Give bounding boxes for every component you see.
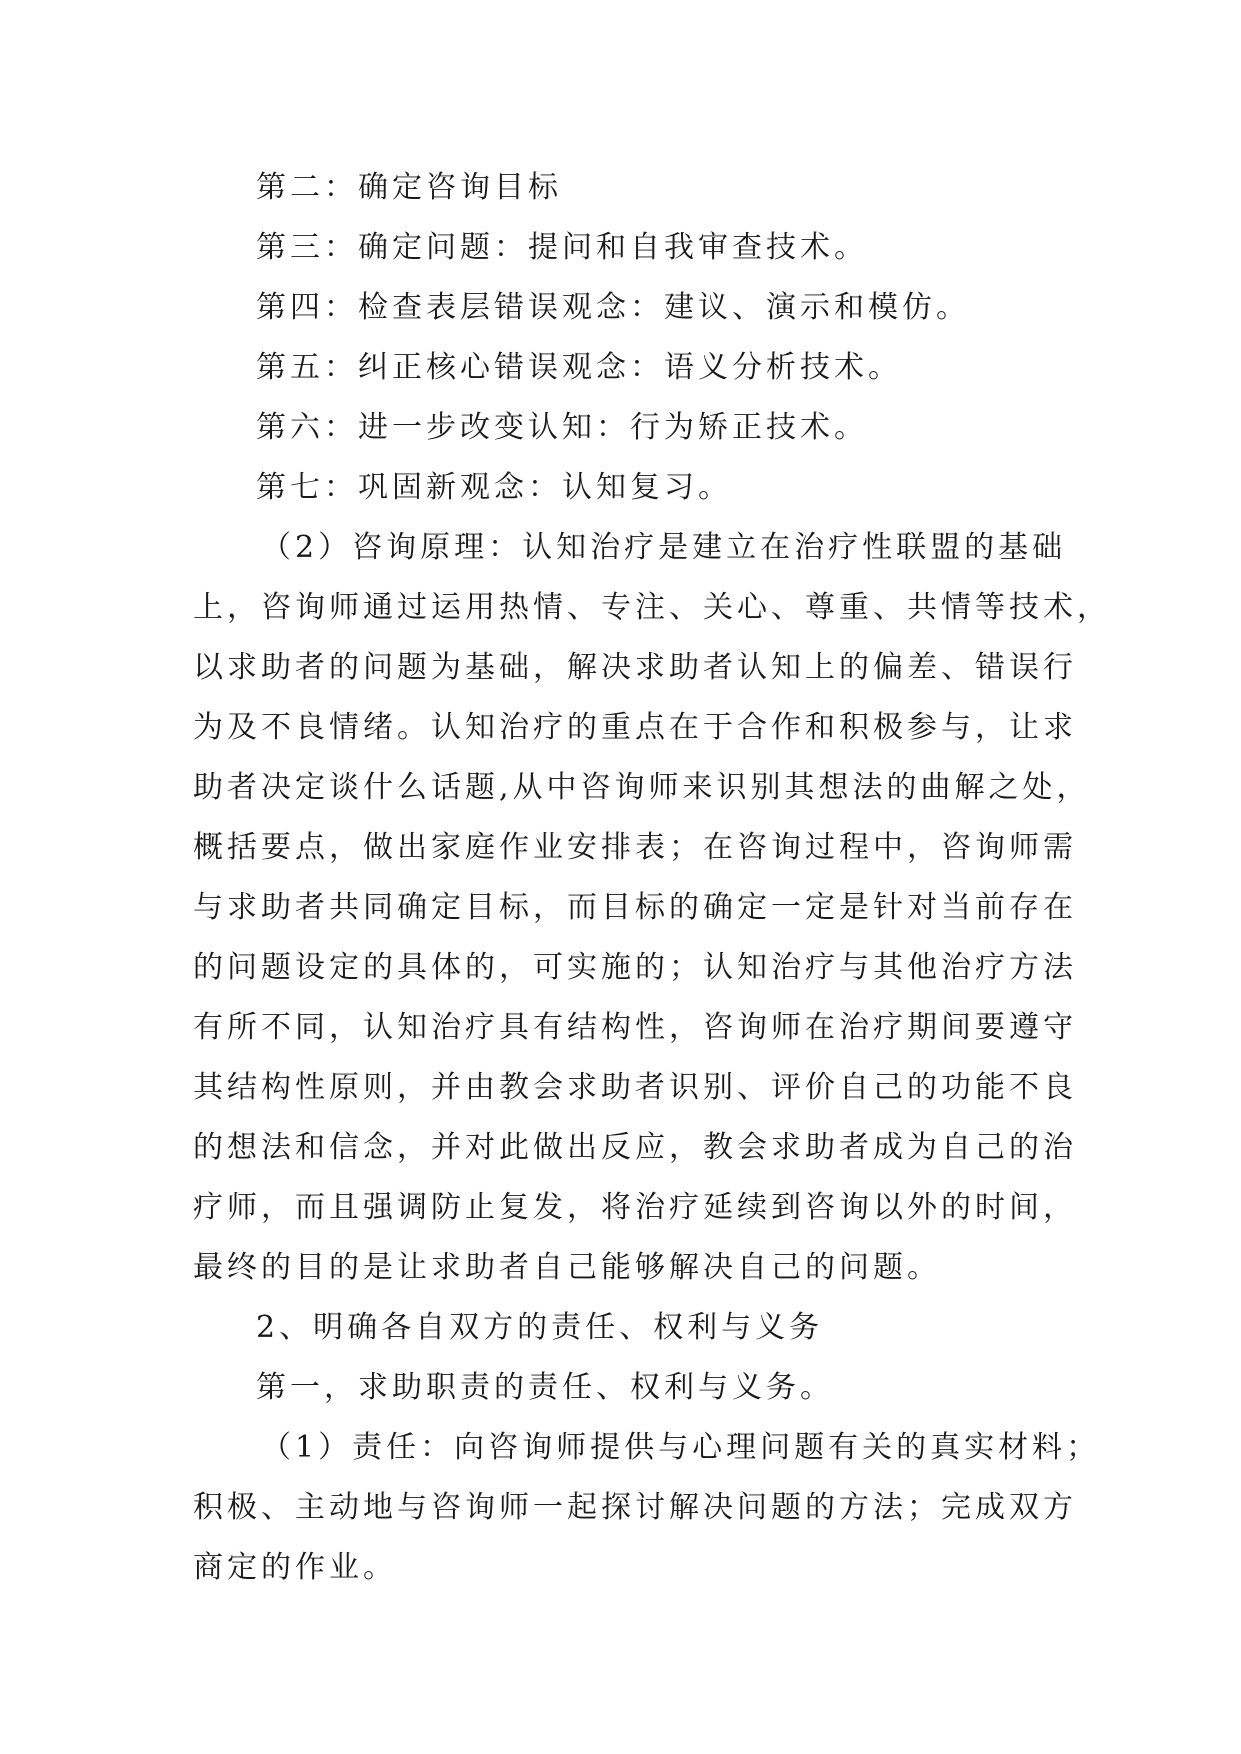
paragraph-line: 的问题设定的具体的，可实施的；认知治疗与其他治疗方法 (193, 950, 1077, 985)
steps-list (193, 158, 1063, 518)
paragraph-line: 的想法和信念，并对此做出反应，教会求助者成为自己的治 (193, 1130, 1077, 1165)
paragraph-line: 与求助者共同确定目标，而目标的确定一定是针对当前存在 (193, 890, 1077, 925)
paragraph-line: 有所不同，认知治疗具有结构性，咨询师在治疗期间要遵守 (193, 1010, 1077, 1045)
responsibility-paragraph (193, 1418, 1101, 1598)
subsection-heading: 第一，求助职责的责任、权利与义务。 (256, 1370, 834, 1405)
paragraph-line: 概括要点，做出家庭作业安排表；在咨询过程中，咨询师需 (193, 830, 1077, 865)
paragraph-line: 以求助者的问题为基础，解决求助者认知上的偏差、错误行 (193, 650, 1077, 685)
paragraph-line: 最终的目的是让求助者自己能够解决自己的问题。 (193, 1250, 941, 1285)
principle-paragraph (193, 518, 1111, 1298)
paragraph-line: 上，咨询师通过运用热情、专注、关心、尊重、共情等技术， (193, 590, 1111, 625)
paragraph-line: （1）责任：向咨询师提供与心理问题有关的真实材料； (261, 1430, 1101, 1465)
paragraph-line: 疗师，而且强调防止复发，将治疗延续到咨询以外的时间， (193, 1190, 1077, 1225)
paragraph-line: 助者决定谈什么话题,从中咨询师来识别其想法的曲解之处， (193, 770, 1091, 805)
paragraph-line: 其结构性原则，并由教会求助者识别、评价自己的功能不良 (193, 1070, 1077, 1105)
paragraph-line: 为及不良情绪。认知治疗的重点在于合作和积极参与，让求 (193, 710, 1077, 745)
step-line: 第四：检查表层错误观念：建议、演示和模仿。 (256, 290, 970, 325)
step-line: 第七：巩固新观念：认知复习。 (256, 470, 732, 505)
paragraph-line: （2）咨询原理：认知治疗是建立在治疗性联盟的基础 (261, 530, 1067, 565)
section-heading: 2、明确各自双方的责任、权利与义务 (256, 1310, 824, 1345)
step-line: 第二：确定咨询目标 (256, 170, 562, 205)
document-body (193, 158, 1111, 1598)
paragraph-line: 积极、主动地与咨询师一起探讨解决问题的方法；完成双方 (193, 1490, 1077, 1525)
paragraph-line: 商定的作业。 (193, 1550, 397, 1585)
step-line: 第五：纠正核心错误观念：语义分析技术。 (256, 350, 902, 385)
step-line: 第六：进一步改变认知：行为矫正技术。 (256, 410, 868, 445)
step-line: 第三：确定问题：提问和自我审查技术。 (256, 230, 868, 265)
